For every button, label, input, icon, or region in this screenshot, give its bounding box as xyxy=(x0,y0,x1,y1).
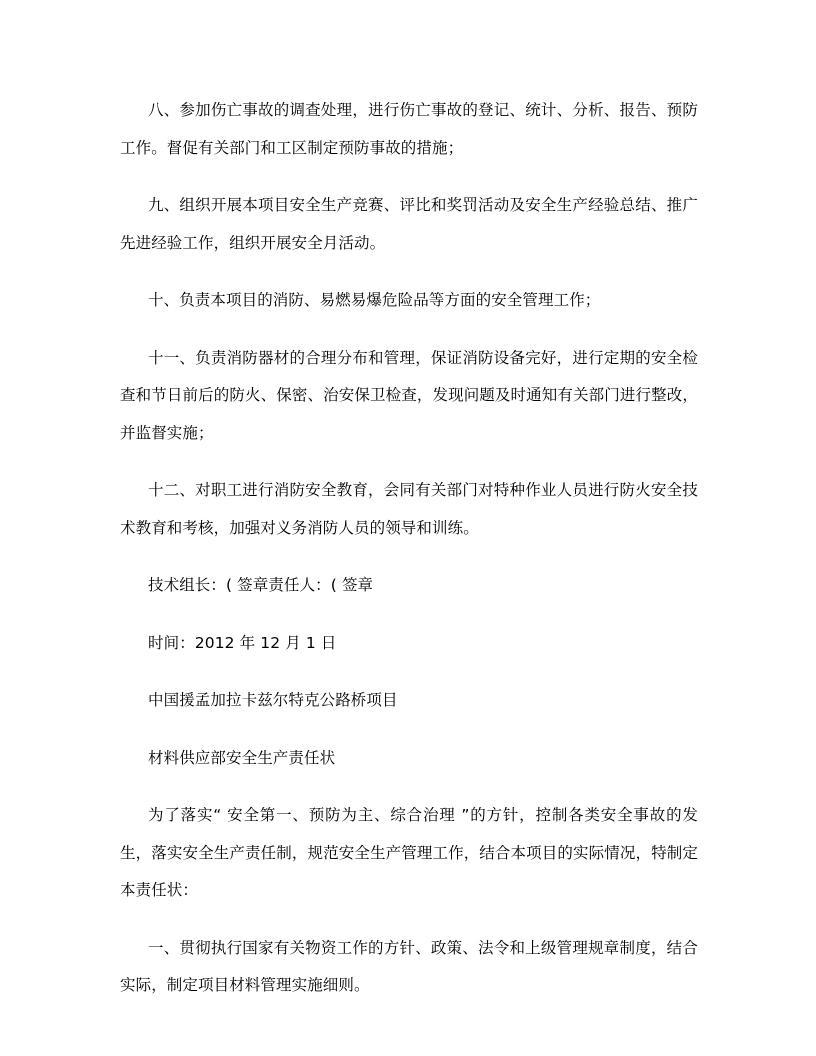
document-page xyxy=(120,92,698,1025)
paragraph-item-1-policy: 一、贯彻执行国家有关物资工作的方针、政策、法令和上级管理规章制度，结合实际，制定项目材料管理实施细则。 xyxy=(120,938,698,994)
paragraph-item-8-accident-investigation: 八、参加伤亡事故的调查处理，进行伤亡事故的登记、统计、分析、报告、预防工作。督促有关部门和工区制定预防事故的措施； xyxy=(120,101,698,157)
paragraph-item-10-fire-protection: 十、负责本项目的消防、易燃易爆危险品等方面的安全管理工作； xyxy=(148,291,601,309)
signature-line: 技术组长：( 签章责任人：( 签章 xyxy=(148,576,374,594)
paragraph-item-12-fire-education: 十二、对职工进行消防安全教育，会同有关部门对特种作业人员进行防火安全技术教育和考核，加强对义务消防人员的领导和训练。 xyxy=(120,481,698,537)
paragraph-intro: 为了落实“ 安全第一、预防为主、综合治理 ”的方针，控制各类安全事故的发生，落实安全生产责任制，规范安全生产管理工作，结合本项目的实际情况，特制定本责任状： xyxy=(120,806,698,899)
document-title: 材料供应部安全生产责任状 xyxy=(148,748,336,767)
paragraph-item-11-fire-equipment: 十一、负责消防器材的合理分布和管理，保证消防设备完好，进行定期的安全检查和节日前后的防火、保密、治安保卫检查，发现问题及时通知有关部门进行整改，并监督实施； xyxy=(120,348,698,442)
paragraph-item-9-safety-competition: 九、组织开展本项目安全生产竞赛、评比和奖罚活动及安全生产经验总结、推广先进经验工作，组织开展安全月活动。 xyxy=(120,196,698,252)
date-line: 时间：2012 年 12 月 1 日 xyxy=(148,633,337,652)
project-name: 中国援孟加拉卡兹尔特克公路桥项目 xyxy=(148,691,398,709)
